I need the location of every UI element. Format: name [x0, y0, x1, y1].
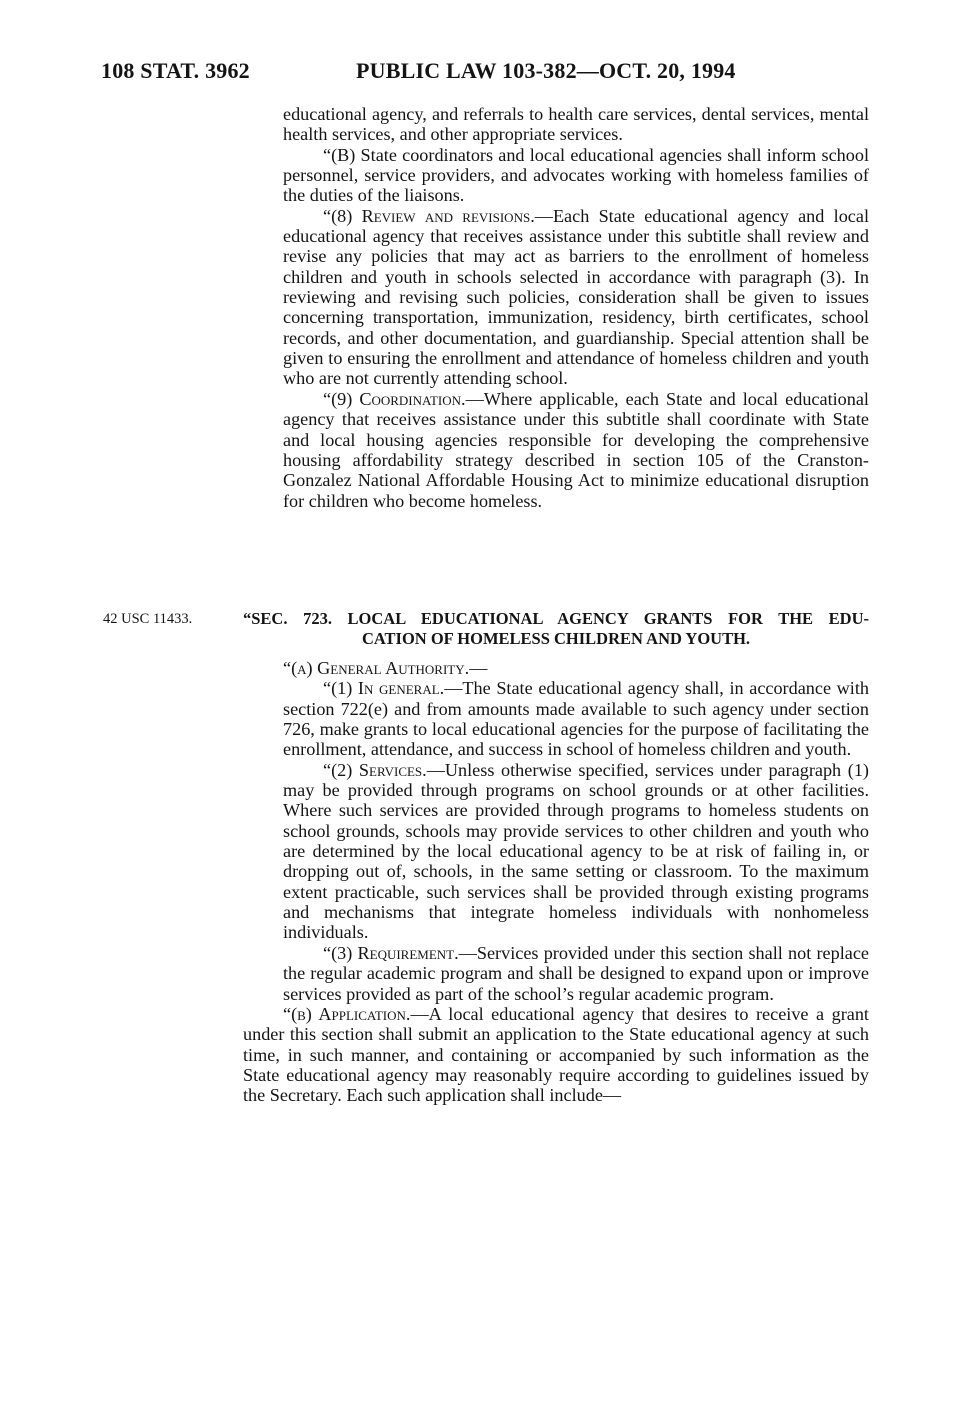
subsection-a-title: “(a) General Authority. — [283, 658, 470, 678]
paragraph-a1-heading: “(1) In general. — [323, 678, 445, 699]
paragraph-a3-body: —Services provided under this section shall not replace the regular academic program and shall be designed to expand upon or improve services provided as part of the school’s regular academic program. — [283, 942, 869, 1004]
paragraph-7b: “(B) State coordinators and local educational agencies shall inform school personnel, service providers, and advocates working with homeless families of the duties of the liaisons. — [283, 144, 869, 206]
paragraph-a3-heading: “(3) Requirement. — [323, 942, 459, 963]
paragraph-7a-continuation: educational agency, and referrals to health care services, dental services, mental health services, and other appropriate services. — [283, 104, 869, 145]
paragraph-9-body: —Where applicable, each State and local educational agency that receives assistance under this subtitle shall coordinate with State and local housing agencies responsible for developing the comprehensive housing affordability strategy described in section 105 of the Cranston-Gonzalez National Affordable Housing Act to minimize educational disruption for children who become homeless. — [283, 388, 869, 511]
section-723-body — [243, 658, 869, 1106]
paragraph-8-body: —Each State educational agency and local educational agency that receives assistance under this subtitle shall review and revise any policies that may act as barriers to the enrollment of homeless children and youth in schools selected in accordance with paragraph (3). In reviewing and revising such policies, consideration shall be given to issues concerning transportation, immunization, residency, birth certificates, school records, and other documentation, and guardianship. Special attention shall be given to ensuring the enrollment and attendance of homeless children and youth who are not currently attending school. — [283, 205, 869, 389]
paragraph-a1 — [243, 678, 869, 759]
public-law-citation: PUBLIC LAW 103-382—OCT. 20, 1994 — [356, 58, 736, 83]
paragraph-a2 — [243, 760, 869, 943]
paragraph-9 — [243, 389, 869, 511]
subsection-a-dash: — — [469, 658, 488, 678]
usc-sidenote: 42 USC 11433. — [103, 611, 193, 627]
paragraph-a3 — [243, 943, 869, 1004]
paragraph-9-heading: “(9) Coordination. — [323, 388, 466, 409]
paragraph-8 — [243, 206, 869, 389]
section-heading-line-2: CATION OF HOMELESS CHILDREN AND YOUTH. — [361, 629, 751, 648]
paragraph-a2-body: —Unless otherwise specified, services under paragraph (1) may be provided through programs on school grounds or at other facilities. Where such services are provided through programs to homeless students on school grounds, schools may provide services to other children and youth who are determined by the local educational agency to be at risk of failing in, or dropping out of, schools, in the same setting or classroom. To the maximum extent practicable, such services shall be provided through existing programs and mechanisms that integrate homeless individuals with nonhomeless individuals. — [283, 759, 869, 943]
paragraph-a1-body: —The State educational agency shall, in accordance with section 722(e) and from amounts made available to such agency under section 726, make grants to local educational agencies for the purpose of facilitating the enrollment, attendance, and success in school of homeless children and youth. — [283, 678, 869, 760]
page-header — [101, 58, 861, 88]
continuation-block — [243, 104, 869, 511]
section-heading — [243, 609, 869, 649]
paragraph-a2-heading: “(2) Services. — [323, 759, 427, 780]
paragraph-8-heading: “(8) Review and revisions. — [323, 205, 535, 226]
subsection-a-heading — [243, 658, 869, 678]
subsection-b — [243, 1004, 869, 1106]
section-heading-line-1: “SEC. 723. LOCAL EDUCATIONAL AGENCY GRANTS FOR THE EDU- — [243, 609, 869, 628]
subsection-b-heading: “(b) Application. — [283, 1003, 411, 1024]
statute-page-number: 108 STAT. 3962 — [101, 58, 250, 83]
subsection-b-body: —A local educational agency that desires to receive a grant under this section shall submit an application to the State educational agency at such time, in such manner, and containing or accompanied by such information as the State educational agency may reasonably require according to guidelines issued by the Secretary. Each such application shall include— — [243, 1003, 869, 1106]
